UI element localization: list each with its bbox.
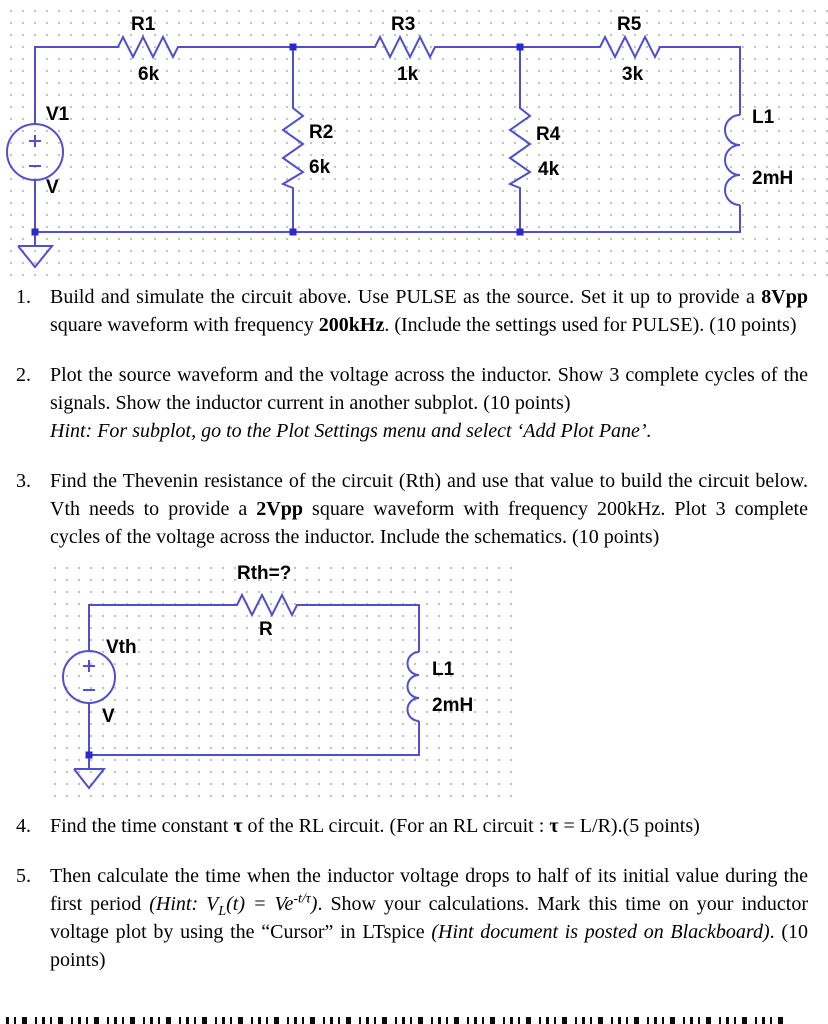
question-item: [16, 361, 808, 445]
question-item: [16, 283, 808, 339]
label-l1-name: L1: [432, 659, 455, 680]
text-segment: (Hint document is posted on Blackboard): [431, 921, 770, 943]
question-paragraph: [50, 283, 808, 339]
question-paragraph: [50, 361, 808, 417]
text-segment: τ: [549, 815, 559, 837]
question-body: [50, 812, 808, 840]
label-l1-value: 2mH: [432, 695, 474, 716]
question-body: [50, 467, 808, 551]
question-paragraph: [50, 812, 808, 840]
label-r3-value: 1k: [397, 64, 419, 85]
label-rth-annotation: Rth=?: [237, 563, 292, 584]
question-list-top: [0, 283, 828, 551]
text-segment: Find the Thevenin resistance of the circuit (Rth) and use that value to build the circuit below. Vth needs to provide a: [50, 470, 808, 520]
label-vth-name: Vth: [106, 637, 137, 658]
bottom-rail-wire: [89, 703, 419, 755]
text-segment: of the RL circuit. (For an RL circuit :: [242, 815, 550, 837]
label-r5-name: R5: [617, 14, 642, 35]
ground-icon: [18, 232, 52, 267]
label-r2-value: 6k: [309, 157, 331, 178]
text-segment: square waveform with frequency 200kHz. Plot 3 complete cycles of the voltage across the inductor. Include the schematics. (10 points): [50, 498, 808, 548]
resistor-r2: [283, 47, 303, 232]
question-number: 3.: [16, 470, 31, 492]
node-square: [517, 44, 524, 51]
text-segment: . (Include the settings used for PULSE). (10 points): [384, 314, 797, 336]
label-l1-name: L1: [752, 107, 775, 128]
question-item: [16, 862, 808, 974]
label-l1-value: 2mH: [752, 168, 794, 189]
label-r5-value: 3k: [622, 64, 644, 85]
label-r3-name: R3: [391, 14, 416, 35]
ground-icon: [74, 755, 104, 788]
main-circuit-schematic: [0, 0, 828, 278]
node-square: [32, 229, 39, 236]
label-r4-value: 4k: [538, 159, 560, 180]
text-segment: L: [218, 904, 227, 919]
text-segment: Then calculate the time when the inductor voltage drops to half of its initial value during the first period: [50, 865, 808, 915]
label-v1-name: V1: [46, 104, 70, 125]
question-paragraph: [50, 417, 808, 445]
text-segment: 2Vpp: [256, 498, 303, 520]
question-paragraph: [50, 467, 808, 551]
vth-plus-icon: [83, 660, 95, 672]
text-segment: 200kHz: [318, 314, 385, 336]
resistor-r4: [510, 47, 530, 232]
node-square: [290, 229, 297, 236]
clipped-text-line: [6, 1017, 788, 1024]
thevenin-circuit-schematic: [44, 557, 514, 802]
label-v1-value: V: [46, 177, 59, 198]
text-segment: V: [206, 893, 219, 915]
text-segment: Hint: For subplot, go to the Plot Settings menu and select ‘Add Plot Pane’.: [50, 420, 652, 442]
text-segment: Find the time constant: [50, 815, 234, 837]
question-number: 2.: [16, 364, 31, 386]
text-segment: . (10 points): [50, 921, 808, 971]
node-square: [290, 44, 297, 51]
question-paragraph: [50, 862, 808, 974]
main-circuit-svg: [0, 0, 828, 278]
top-rail-wire: [89, 595, 419, 652]
text-segment: . Show your calculations. Mark this time on your inductor voltage plot by using the “Cursor” in LTspice: [50, 893, 809, 943]
text-segment: ): [310, 893, 318, 915]
question-list-bottom: [0, 812, 828, 974]
node-square: [86, 752, 93, 759]
question-body: [50, 862, 808, 974]
voltage-source-vth: [63, 651, 115, 703]
question-body: [50, 283, 808, 339]
text-segment: = L/R).(5 points): [558, 815, 700, 837]
label-r1-name: R1: [131, 14, 156, 35]
question-item: [16, 812, 808, 840]
label-r2-name: R2: [309, 122, 334, 143]
thevenin-circuit-svg: [44, 557, 514, 802]
text-segment: square waveform with frequency: [50, 314, 319, 336]
label-r4-name: R4: [536, 124, 561, 145]
question-number: 1.: [16, 286, 31, 308]
text-segment: -t/τ: [293, 891, 311, 907]
question-body: [50, 361, 808, 445]
text-segment: (Hint:: [149, 893, 207, 915]
question-item: [16, 467, 808, 551]
label-r-name: R: [259, 619, 273, 640]
label-r1-value: 6k: [138, 64, 160, 85]
text-segment: τ: [233, 815, 243, 837]
voltage-source-v1: [7, 124, 63, 180]
text-segment: Plot the source waveform and the voltage across the inductor. Show 3 complete cycles of the signals. Show the inductor current in another subplot. (10 points): [50, 364, 808, 414]
text-segment: (t) = Ve: [226, 893, 294, 915]
node-square: [517, 229, 524, 236]
question-number: 5.: [16, 865, 31, 887]
text-segment: 8Vpp: [761, 286, 808, 308]
inductor-l1: [725, 115, 740, 205]
inductor-l1: [408, 652, 420, 721]
question-number: 4.: [16, 815, 31, 837]
v1-plus-icon: [29, 135, 41, 147]
bottom-rail-wire: [35, 180, 740, 232]
label-vth-value: V: [102, 706, 115, 727]
text-segment: Build and simulate the circuit above. Use PULSE as the source. Set it up to provide a: [50, 286, 762, 308]
